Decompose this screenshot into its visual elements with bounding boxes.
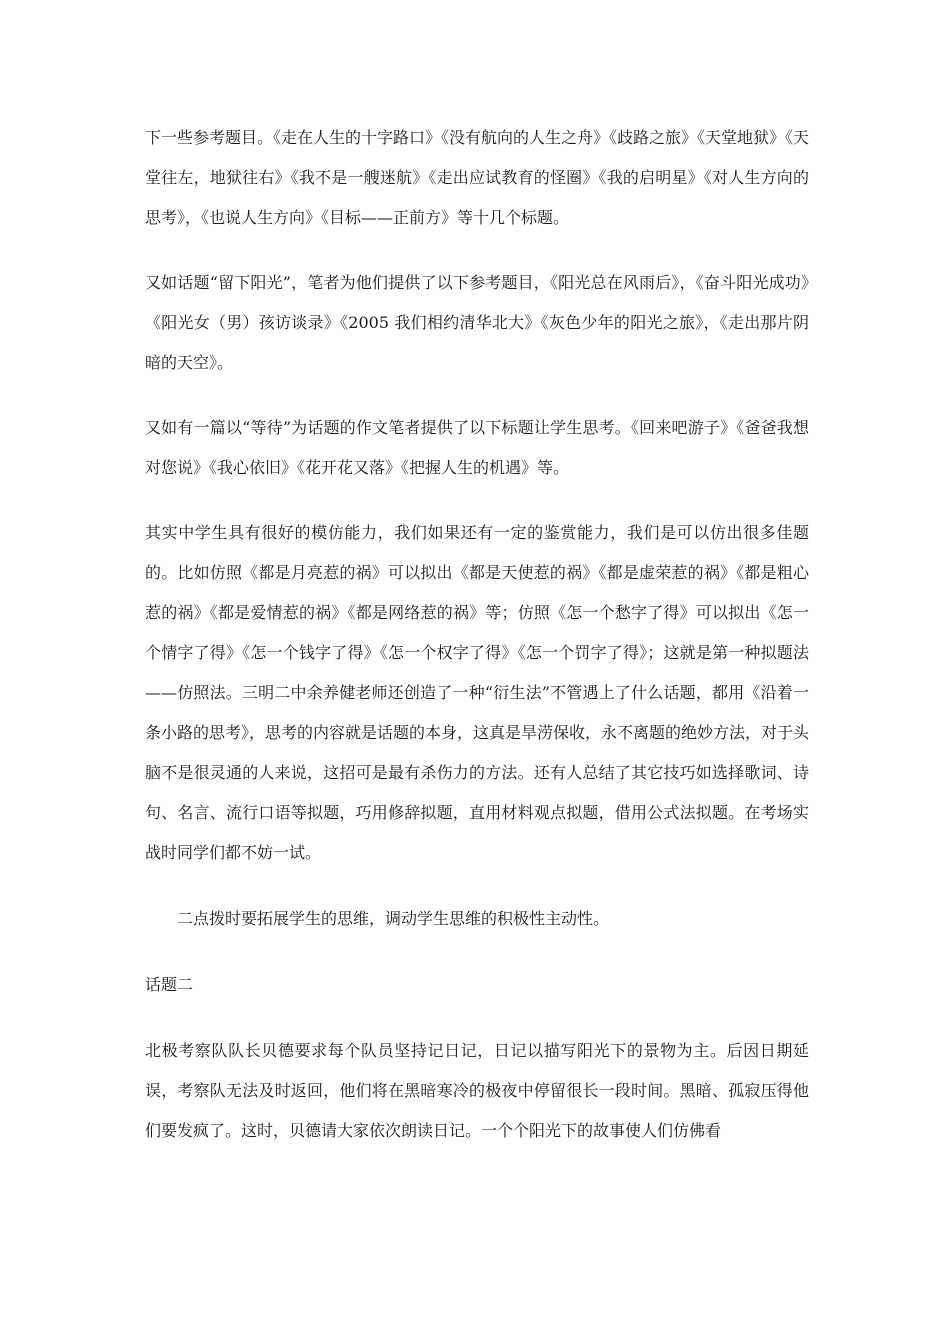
section-heading-topic-two: 话题二 xyxy=(145,975,194,994)
paragraph-sunshine-topic: 又如话题“留下阳光”，笔者为他们提供了以下参考题目，《阳光总在风雨后》，《奋斗阳光成功》《阳光女（男）孩访谈录》《2005 我们相约清华北大》《灰色少年的阳光之旅》，《走出那片阴暗的天空》。 xyxy=(145,273,809,372)
paragraph-waiting-topic: 又如有一篇以“等待”为话题的作文笔者提供了以下标题让学生思考。《回来吧游子》《爸爸我想对您说》《我心依旧》《花开花又落》《把握人生的机遇》等。 xyxy=(145,418,809,477)
paragraph-arctic-story: 北极考察队队长贝德要求每个队员坚持记日记，日记以描写阳光下的景物为主。后因日期延误，考察队无法及时返回，他们将在黑暗寒冷的极夜中停留很长一段时间。黑暗、孤寂压得他们要发疯了。这时，贝德请大家依次朗读日记。一个个阳光下的故事使人们仿佛看 xyxy=(145,1041,809,1140)
paragraph-imitation-method: 其实中学生具有很好的模仿能力，我们如果还有一定的鉴赏能力，我们是可以仿出很多佳题的。比如仿照《都是月亮惹的祸》可以拟出《都是天使惹的祸》《都是虚荣惹的祸》《都是粗心惹的祸》《都是爱情惹的祸》《都是网络惹的祸》等；仿照《怎一个愁字了得》可以拟出《怎一个情字了得》《怎一个钱字了得》《怎一个权字了得》《怎一个罚字了得》；这就是第一种拟题法——仿照法。三明二中余养健老师还创造了一种“衍生法”不管遇上了什么话题，都用《沿着一条小路的思考》，思考的内容就是话题的本身，这真是旱涝保收，永不离题的绝妙方法，对于头脑不是很灵通的人来说，这招可是最有杀伤力的方法。还有人总结了其它技巧如选择歌词、诗句、名言、流行口语等拟题，巧用修辞拟题，直用材料观点拟题，借用公式法拟题。在考场实战时同学们都不妨一试。 xyxy=(145,523,810,862)
paragraph-point-two: 二点拨时要拓展学生的思维，调动学生思维的积极性主动性。 xyxy=(177,909,610,928)
document-page xyxy=(145,118,809,1151)
paragraph-reference-titles: 下一些参考题目。《走在人生的十字路口》《没有航向的人生之舟》《歧路之旅》《天堂地狱》《天堂往左，地狱往右》《我不是一艘迷航》《走出应试教育的怪圈》《我的启明星》《对人生方向的思考》，《也说人生方向》《目标——正前方》等十几个标题。 xyxy=(145,128,810,227)
